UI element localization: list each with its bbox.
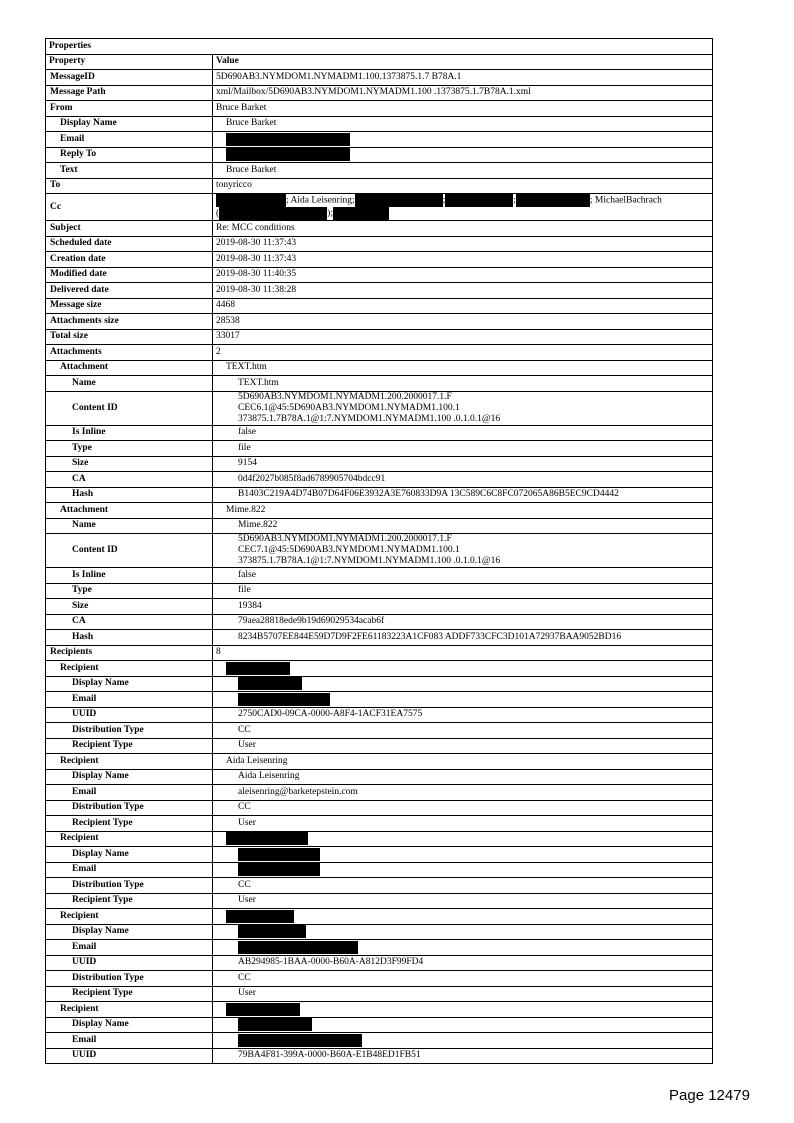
property-value: Bruce Barket <box>213 116 713 132</box>
property-value <box>213 692 713 708</box>
content-id-line: CEC6.1@45:5D690AB3.NYMDOM1.NYMADM1.100.1 <box>238 402 460 413</box>
table-row <box>46 85 713 101</box>
table-row <box>46 376 713 392</box>
table-row <box>46 568 713 584</box>
table-row <box>46 878 713 894</box>
property-key: Scheduled date <box>46 236 213 252</box>
property-value <box>213 1033 713 1049</box>
page-number: Page 12479 <box>669 1087 750 1104</box>
cc-separator: ; <box>442 195 446 206</box>
property-value: 28538 <box>213 314 713 330</box>
cc-text: ; Aida Leisenring; <box>286 195 355 206</box>
property-key: Size <box>46 456 213 472</box>
redaction-box <box>516 194 590 207</box>
table-row <box>46 816 713 832</box>
table-row <box>46 754 713 770</box>
redaction-box <box>226 832 308 845</box>
property-value <box>213 147 713 163</box>
table-row <box>46 534 713 568</box>
property-key: Display Name <box>46 676 213 692</box>
table-row <box>46 298 713 314</box>
redaction-box <box>442 194 513 207</box>
property-key: Creation date <box>46 252 213 268</box>
redaction-box <box>226 133 350 146</box>
property-value: Mime.822 <box>213 518 713 534</box>
cc-text: ( <box>216 208 220 219</box>
property-key: Message Path <box>46 85 213 101</box>
table-row <box>46 425 713 441</box>
property-key: From <box>46 101 213 117</box>
property-key: Email <box>46 692 213 708</box>
properties-table <box>45 38 713 1064</box>
table-row <box>46 518 713 534</box>
table-row <box>46 314 713 330</box>
table-row <box>46 1033 713 1049</box>
table-row <box>46 441 713 457</box>
property-key: Total size <box>46 329 213 345</box>
property-key: Attachment <box>46 503 213 519</box>
property-key: UUID <box>46 955 213 971</box>
property-value: 2 <box>213 345 713 361</box>
property-value: 9154 <box>213 456 713 472</box>
property-key: Distribution Type <box>46 723 213 739</box>
table-row <box>46 221 713 237</box>
table-row <box>46 147 713 163</box>
redaction-box <box>226 148 350 161</box>
table-row <box>46 692 713 708</box>
table-row <box>46 70 713 86</box>
property-key: Display Name <box>46 1017 213 1033</box>
property-key: Type <box>46 583 213 599</box>
table-row <box>46 847 713 863</box>
property-key: Reply To <box>46 147 213 163</box>
table-row <box>46 503 713 519</box>
property-key: Recipients <box>46 645 213 661</box>
property-value: 2019-08-30 11:37:43 <box>213 236 713 252</box>
property-value: Bruce Barket <box>213 163 713 179</box>
property-key: Type <box>46 441 213 457</box>
property-value: Aida Leisenring <box>213 754 713 770</box>
redaction-box <box>238 1034 362 1047</box>
content-id-line: 5D690AB3.NYMDOM1.NYMADM1.200.2000017.1.F <box>238 534 452 544</box>
property-key: Recipient Type <box>46 893 213 909</box>
property-value: CC <box>213 723 713 739</box>
property-value: 2019-08-30 11:37:43 <box>213 252 713 268</box>
property-value: 79aea28818ede9b19d69029534acab6f <box>213 614 713 630</box>
property-key: Display Name <box>46 116 213 132</box>
property-key: Distribution Type <box>46 878 213 894</box>
property-key: Recipient Type <box>46 738 213 754</box>
property-value <box>213 940 713 956</box>
property-key: Modified date <box>46 267 213 283</box>
property-key: UUID <box>46 1048 213 1064</box>
table-row <box>46 132 713 148</box>
property-value <box>213 534 713 568</box>
property-value <box>213 391 713 425</box>
redaction-box <box>226 910 294 923</box>
redaction-box <box>333 207 389 220</box>
property-value <box>213 132 713 148</box>
table-row <box>46 924 713 940</box>
redaction-box <box>219 207 327 220</box>
table-row <box>46 583 713 599</box>
property-value: CC <box>213 971 713 987</box>
property-value: 0d4f2027b085f8ad6789905704bdcc91 <box>213 472 713 488</box>
property-key: Display Name <box>46 769 213 785</box>
table-row <box>46 630 713 646</box>
property-value: Aida Leisenring <box>213 769 713 785</box>
redaction-box <box>238 863 320 876</box>
property-key: Attachments size <box>46 314 213 330</box>
property-value: User <box>213 816 713 832</box>
property-value <box>213 661 713 677</box>
property-value: 2019-08-30 11:40:35 <box>213 267 713 283</box>
property-value <box>213 831 713 847</box>
content-id-line: 373875.1.7B78A.1@1:7.NYMDOM1.NYMADM1.100 .0.1.0.1@16 <box>238 556 501 566</box>
property-value: User <box>213 986 713 1002</box>
property-value: 2019-08-30 11:38:28 <box>213 283 713 299</box>
table-row <box>46 831 713 847</box>
property-key: Recipient Type <box>46 816 213 832</box>
property-key: Is Inline <box>46 425 213 441</box>
property-value: Mime.822 <box>213 503 713 519</box>
table-row <box>46 101 713 117</box>
table-row <box>46 178 713 194</box>
table-row <box>46 487 713 503</box>
redaction-box <box>226 1003 300 1016</box>
property-key: Email <box>46 1033 213 1049</box>
property-value: 8 <box>213 645 713 661</box>
property-value <box>213 924 713 940</box>
table-row <box>46 723 713 739</box>
property-value: 2750CAD0-09CA-0000-A8F4-1ACF31EA7575 <box>213 707 713 723</box>
table-row <box>46 194 713 221</box>
property-key: CA <box>46 614 213 630</box>
table-row <box>46 329 713 345</box>
property-value <box>213 1017 713 1033</box>
table-row <box>46 163 713 179</box>
table-row <box>46 676 713 692</box>
table-row <box>46 599 713 615</box>
property-value: B1403C219A4D74B07D64F06E3932A3E760833D9A 13C589C6C8FC072065A86B5EC9CD4442 <box>213 487 713 503</box>
content-id-line: CEC7.1@45:5D690AB3.NYMDOM1.NYMADM1.100.1 <box>238 545 460 555</box>
property-key: Name <box>46 376 213 392</box>
property-key: Recipient <box>46 831 213 847</box>
content-id-line: 373875.1.7B78A.1@1:7.NYMDOM1.NYMADM1.100 .0.1.0.1@16 <box>238 413 501 424</box>
property-key: Attachments <box>46 345 213 361</box>
property-value: aleisenring@barketepstein.com <box>213 785 713 801</box>
property-value: User <box>213 893 713 909</box>
property-value <box>213 862 713 878</box>
property-key: Delivered date <box>46 283 213 299</box>
property-key: Attachment <box>46 360 213 376</box>
table-row <box>46 785 713 801</box>
table-row <box>46 267 713 283</box>
table-row <box>46 391 713 425</box>
table-row <box>46 661 713 677</box>
property-value: 4468 <box>213 298 713 314</box>
table-row <box>46 893 713 909</box>
table-row <box>46 800 713 816</box>
content-id-line: 5D690AB3.NYMDOM1.NYMADM1.200.2000017.1.F <box>238 391 452 402</box>
table-title: Properties <box>46 39 713 55</box>
table-row <box>46 738 713 754</box>
property-key: Recipient Type <box>46 986 213 1002</box>
property-key: Size <box>46 599 213 615</box>
property-value <box>213 909 713 925</box>
property-key: Recipient <box>46 1002 213 1018</box>
table-row <box>46 645 713 661</box>
table-row <box>46 1017 713 1033</box>
property-value <box>213 847 713 863</box>
cc-separator: ; <box>513 195 516 206</box>
property-key: CA <box>46 472 213 488</box>
table-row <box>46 472 713 488</box>
table-row <box>46 1002 713 1018</box>
table-row <box>46 971 713 987</box>
property-value: TEXT.htm <box>213 360 713 376</box>
property-key: Email <box>46 132 213 148</box>
cc-line-1 <box>216 194 709 207</box>
property-key: Subject <box>46 221 213 237</box>
redaction-box <box>238 693 330 706</box>
property-key: To <box>46 178 213 194</box>
property-value: file <box>213 583 713 599</box>
property-key: UUID <box>46 707 213 723</box>
property-key: MessageID <box>46 70 213 86</box>
property-key: Display Name <box>46 847 213 863</box>
table-row <box>46 456 713 472</box>
table-title-row <box>46 39 713 55</box>
property-key: Is Inline <box>46 568 213 584</box>
table-row <box>46 769 713 785</box>
table-row <box>46 614 713 630</box>
table-row <box>46 986 713 1002</box>
redaction-box <box>216 194 286 207</box>
property-key: Email <box>46 940 213 956</box>
header-property: Property <box>46 54 213 70</box>
table-row <box>46 252 713 268</box>
property-value: AB294985-1BAA-0000-B60A-A812D3F99FD4 <box>213 955 713 971</box>
property-key: Email <box>46 785 213 801</box>
cc-text: ; MichaelBachrach <box>589 195 662 206</box>
property-value: false <box>213 425 713 441</box>
property-key: Display Name <box>46 924 213 940</box>
table-row <box>46 236 713 252</box>
property-value: 8234B5707EE844E59D7D9F2FE61183223A1CF083 ADDF733CFC3D101A72937BAA9052BD16 <box>213 630 713 646</box>
cc-line-2 <box>216 207 709 220</box>
property-value: User <box>213 738 713 754</box>
property-value: 79BA4F81-399A-0000-B60A-E1B48ED1FB51 <box>213 1048 713 1064</box>
table-row <box>46 955 713 971</box>
property-value: tonyricco <box>213 178 713 194</box>
property-key: Content ID <box>46 391 213 425</box>
redaction-box <box>226 662 290 675</box>
property-value: Bruce Barket <box>213 101 713 117</box>
property-value <box>213 1002 713 1018</box>
property-key: Name <box>46 518 213 534</box>
property-key: Hash <box>46 630 213 646</box>
property-value: TEXT.htm <box>213 376 713 392</box>
property-value: Re: MCC conditions <box>213 221 713 237</box>
property-value: 5D690AB3.NYMDOM1.NYMADM1.100.1373875.1.7 B78A.1 <box>213 70 713 86</box>
property-value: xml/Mailbox/5D690AB3.NYMDOM1.NYMADM1.100 .1373875.1.7B78A.1.xml <box>213 85 713 101</box>
header-value: Value <box>213 54 713 70</box>
redaction-box <box>238 848 320 861</box>
redaction-box <box>355 194 443 207</box>
property-key: Email <box>46 862 213 878</box>
table-row <box>46 283 713 299</box>
property-key: Recipient <box>46 661 213 677</box>
table-row <box>46 345 713 361</box>
property-value: false <box>213 568 713 584</box>
property-key: Recipient <box>46 754 213 770</box>
property-value: 33017 <box>213 329 713 345</box>
table-row <box>46 116 713 132</box>
property-value: 19384 <box>213 599 713 615</box>
redaction-box <box>238 925 306 938</box>
table-row <box>46 862 713 878</box>
table-row <box>46 360 713 376</box>
property-key: Cc <box>46 194 213 221</box>
table-row <box>46 707 713 723</box>
table-row <box>46 909 713 925</box>
property-value: CC <box>213 800 713 816</box>
redaction-box <box>238 677 302 690</box>
property-key: Message size <box>46 298 213 314</box>
table-row <box>46 940 713 956</box>
table-row <box>46 1048 713 1064</box>
property-value <box>213 676 713 692</box>
property-key: Content ID <box>46 534 213 568</box>
property-key: Text <box>46 163 213 179</box>
property-value: CC <box>213 878 713 894</box>
redaction-box <box>238 941 358 954</box>
cc-text: ); <box>327 208 333 219</box>
property-key: Hash <box>46 487 213 503</box>
property-key: Distribution Type <box>46 800 213 816</box>
property-value: file <box>213 441 713 457</box>
property-key: Distribution Type <box>46 971 213 987</box>
table-header-row <box>46 54 713 70</box>
property-key: Recipient <box>46 909 213 925</box>
property-value <box>213 194 713 221</box>
redaction-box <box>238 1018 312 1031</box>
